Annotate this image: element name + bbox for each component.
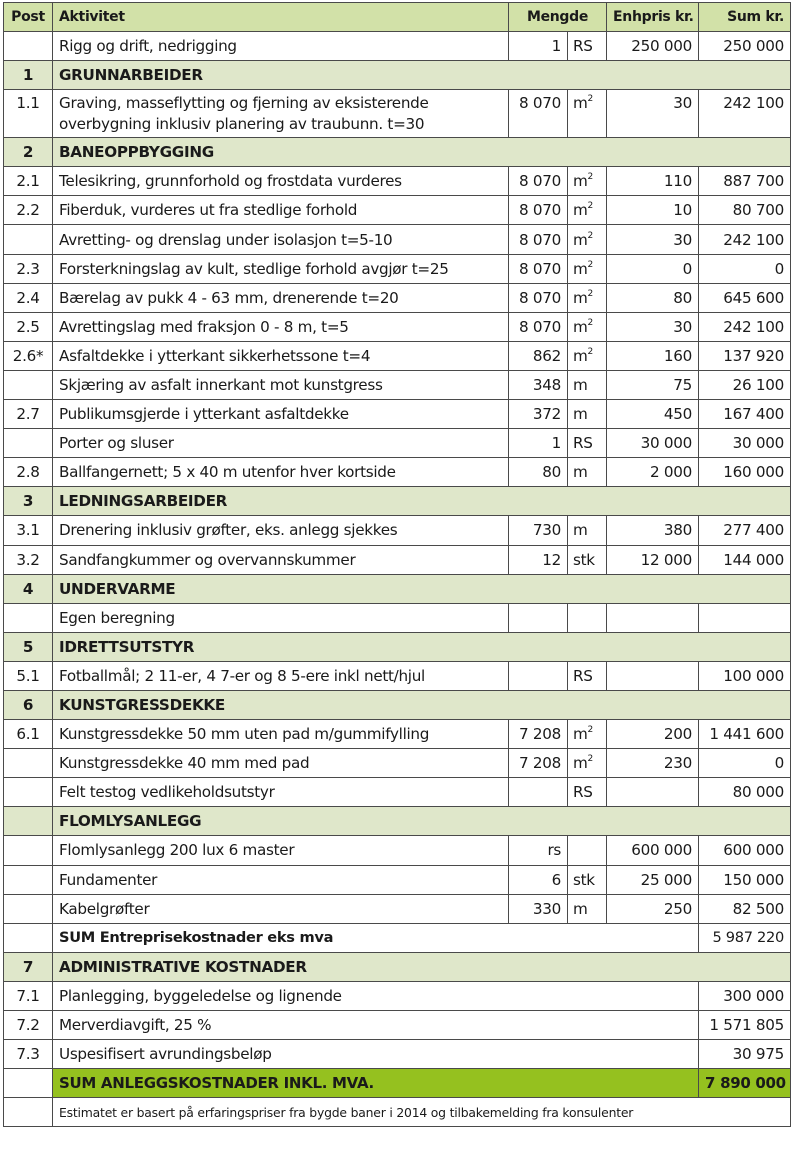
section-row [4,690,791,719]
post-number [4,225,53,254]
post-number [4,778,53,807]
column-header-enhpris: Enhpris kr. [607,3,699,32]
activity-description: Forsterkningslag av kult, stedlige forhold avgjør t=25 [53,254,509,283]
table-row [4,370,791,399]
line-sum: 80 000 [699,778,791,807]
post-number [4,429,53,458]
quantity: 12 [509,545,568,574]
unit-superscript: 2 [587,259,593,270]
activity-description: Sandfangkummer og overvannskummer [53,545,509,574]
table-row [4,167,791,196]
line-sum: 137 920 [699,341,791,370]
unit-price: 30 000 [607,429,699,458]
table-row [4,1011,791,1040]
line-sum: 250 000 [699,32,791,61]
unit-price: 160 [607,341,699,370]
line-sum: 144 000 [699,545,791,574]
unit-price [607,661,699,690]
activity-description: Fotballmål; 2 11-er, 4 7-er og 8 5-ere inkl nett/hjul [53,661,509,690]
line-sum: 600 000 [699,836,791,865]
unit-label: m [573,754,588,773]
grand-total-label: SUM ANLEGGSKOSTNADER INKL. MVA. [53,1069,699,1098]
unit-price [607,778,699,807]
activity-description: Fundamenter [53,865,509,894]
activity-description: Felt testog vedlikeholdsutstyr [53,778,509,807]
section-title: IDRETTSUTSTYR [53,632,791,661]
post-number [4,865,53,894]
activity-description: Asfaltdekke i ytterkant sikkerhetssone t=4 [53,341,509,370]
subtotal-row [4,923,791,952]
unit-superscript: 2 [587,346,593,357]
post-number: 1.1 [4,90,53,138]
quantity: 6 [509,865,568,894]
table-header-row [4,3,791,32]
unit [568,90,607,138]
post-number: 5.1 [4,661,53,690]
activity-description: Avrettingslag med fraksjon 0 - 8 m, t=5 [53,312,509,341]
unit-label: stk [573,550,595,569]
quantity: 8 070 [509,312,568,341]
post-number [4,836,53,865]
post-number: 3 [4,487,53,516]
unit-price: 230 [607,749,699,778]
line-sum: 277 400 [699,516,791,545]
line-sum: 167 400 [699,400,791,429]
table-row [4,516,791,545]
unit-price: 75 [607,370,699,399]
unit-label: m [573,259,588,278]
table-row [4,254,791,283]
unit [568,720,607,749]
line-sum: 887 700 [699,167,791,196]
table-row [4,429,791,458]
post-number: 2.7 [4,400,53,429]
unit-price: 2 000 [607,458,699,487]
unit-price: 10 [607,196,699,225]
footnote-text: Estimatet er basert på erfaringspriser fra bygde baner i 2014 og tilbakemelding fra konsulenter [53,1098,791,1127]
grand-total-value: 7 890 000 [699,1069,791,1098]
table-body [4,32,791,1127]
unit-superscript: 2 [587,172,593,183]
unit [568,516,607,545]
activity-description: Ballfangernett; 5 x 40 m utenfor hver kortside [53,458,509,487]
unit [568,167,607,196]
quantity: rs [509,836,568,865]
unit [568,778,607,807]
activity-description: Bærelag av pukk 4 - 63 mm, drenerende t=20 [53,283,509,312]
unit-label: m [573,375,588,394]
activity-description: Drenering inklusiv grøfter, eks. anlegg sjekkes [53,516,509,545]
unit-label: m [573,172,588,191]
section-title: LEDNINGSARBEIDER [53,487,791,516]
post-number: 7.1 [4,981,53,1010]
subtotal-label: SUM Entreprisekostnader eks mva [53,923,699,952]
unit-superscript: 2 [587,201,593,212]
unit-label: m [573,405,588,424]
section-row [4,952,791,981]
quantity: 7 208 [509,749,568,778]
activity-description: Kabelgrøfter [53,894,509,923]
unit [568,341,607,370]
quantity: 80 [509,458,568,487]
unit [568,894,607,923]
post-number [4,32,53,61]
post-number [4,1069,53,1098]
unit-label: m [573,725,588,744]
unit-label: RS [573,666,593,685]
unit-price: 600 000 [607,836,699,865]
post-number: 2.6* [4,341,53,370]
unit [568,429,607,458]
activity-description: Skjæring av asfalt innerkant mot kunstgress [53,370,509,399]
line-sum: 30 000 [699,429,791,458]
section-title: UNDERVARME [53,574,791,603]
activity-description: Kunstgressdekke 40 mm med pad [53,749,509,778]
line-sum: 0 [699,749,791,778]
unit [568,661,607,690]
table-row [4,283,791,312]
grand-total-row [4,1069,791,1098]
section-title: GRUNNARBEIDER [53,61,791,90]
section-row [4,807,791,836]
post-number [4,1098,53,1127]
activity-description: Fiberduk, vurderes ut fra stedlige forhold [53,196,509,225]
unit-label: m [573,521,588,540]
unit-label: m [573,899,588,918]
activity-description: Rigg og drift, nedrigging [53,32,509,61]
unit [568,196,607,225]
unit-label: RS [573,783,593,802]
unit-price: 80 [607,283,699,312]
line-sum: 82 500 [699,894,791,923]
unit-superscript: 2 [587,288,593,299]
unit [568,32,607,61]
unit [568,312,607,341]
post-number: 7.3 [4,1040,53,1069]
post-number [4,923,53,952]
post-number [4,603,53,632]
unit-superscript: 2 [587,317,593,328]
unit [568,603,607,632]
line-sum: 26 100 [699,370,791,399]
section-row [4,632,791,661]
post-number: 6.1 [4,720,53,749]
activity-description: Egen beregning [53,603,509,632]
table-row [4,400,791,429]
unit-label: m [573,463,588,482]
post-number: 7 [4,952,53,981]
quantity: 1 [509,32,568,61]
activity-description: Porter og sluser [53,429,509,458]
unit [568,458,607,487]
quantity: 8 070 [509,196,568,225]
post-number: 2.4 [4,283,53,312]
post-number: 2.1 [4,167,53,196]
line-sum: 150 000 [699,865,791,894]
line-sum: 30 975 [699,1040,791,1069]
table-row [4,341,791,370]
activity-description: Publikumsgjerde i ytterkant asfaltdekke [53,400,509,429]
post-number: 5 [4,632,53,661]
activity-description: Telesikring, grunnforhold og frostdata vurderes [53,167,509,196]
unit-label: m [573,201,588,220]
post-number: 2.3 [4,254,53,283]
unit-price: 450 [607,400,699,429]
quantity: 730 [509,516,568,545]
unit-price: 0 [607,254,699,283]
activity-description: Uspesifisert avrundingsbeløp [53,1040,699,1069]
post-number: 3.1 [4,516,53,545]
unit [568,225,607,254]
table-row [4,225,791,254]
unit-price: 30 [607,312,699,341]
line-sum: 160 000 [699,458,791,487]
activity-description: Merverdiavgift, 25 % [53,1011,699,1040]
line-sum: 300 000 [699,981,791,1010]
unit [568,865,607,894]
unit-price: 12 000 [607,545,699,574]
post-number: 7.2 [4,1011,53,1040]
table-row [4,196,791,225]
unit-price: 110 [607,167,699,196]
unit [568,254,607,283]
subtotal-value: 5 987 220 [699,923,791,952]
unit-label: m [573,317,588,336]
unit-label: m [573,346,588,365]
unit-price [607,603,699,632]
table-row [4,545,791,574]
line-sum: 1 441 600 [699,720,791,749]
unit [568,836,607,865]
quantity: 8 070 [509,225,568,254]
unit-price: 250 000 [607,32,699,61]
unit-superscript: 2 [587,725,593,736]
section-row [4,487,791,516]
quantity: 7 208 [509,720,568,749]
unit-label: m [573,288,588,307]
section-row [4,61,791,90]
section-title: KUNSTGRESSDEKKE [53,690,791,719]
unit [568,370,607,399]
quantity: 8 070 [509,167,568,196]
unit [568,400,607,429]
table-row [4,894,791,923]
table-row [4,1040,791,1069]
table-row [4,90,791,138]
unit-price: 30 [607,225,699,254]
table-row [4,749,791,778]
section-title: FLOMLYSANLEGG [53,807,791,836]
table-row [4,865,791,894]
unit-label: RS [573,434,593,453]
quantity: 862 [509,341,568,370]
table-row [4,661,791,690]
section-row [4,574,791,603]
post-number: 3.2 [4,545,53,574]
activity-description: Planlegging, byggeledelse og lignende [53,981,699,1010]
section-title: ADMINISTRATIVE KOSTNADER [53,952,791,981]
table-row [4,720,791,749]
section-row [4,138,791,167]
post-number: 1 [4,61,53,90]
unit-label: RS [573,37,593,56]
line-sum: 242 100 [699,90,791,138]
unit-superscript: 2 [587,754,593,765]
post-number: 6 [4,690,53,719]
table-row [4,836,791,865]
post-number: 4 [4,574,53,603]
line-sum: 242 100 [699,312,791,341]
post-number [4,370,53,399]
quantity: 348 [509,370,568,399]
unit-price: 30 [607,90,699,138]
quantity [509,778,568,807]
line-sum: 100 000 [699,661,791,690]
line-sum [699,603,791,632]
cost-estimate-table [3,2,791,1127]
line-sum: 80 700 [699,196,791,225]
activity-description: Flomlysanlegg 200 lux 6 master [53,836,509,865]
quantity: 1 [509,429,568,458]
unit-superscript: 2 [587,230,593,241]
quantity: 8 070 [509,283,568,312]
quantity: 8 070 [509,254,568,283]
line-sum: 1 571 805 [699,1011,791,1040]
quantity: 372 [509,400,568,429]
post-number: 2 [4,138,53,167]
unit-price: 25 000 [607,865,699,894]
table-row [4,603,791,632]
footnote-row [4,1098,791,1127]
table-row [4,32,791,61]
column-header-aktivitet: Aktivitet [53,3,509,32]
unit-price: 250 [607,894,699,923]
post-number [4,894,53,923]
column-header-mengde: Mengde [509,3,607,32]
column-header-post: Post [4,3,53,32]
activity-description: Graving, masseflytting og fjerning av eksisterende overbygning inklusiv planering av traubunn. t=30 [53,90,509,138]
unit-label: stk [573,870,595,889]
post-number: 2.5 [4,312,53,341]
unit-superscript: 2 [587,94,593,105]
table-row [4,778,791,807]
post-number: 2.8 [4,458,53,487]
quantity [509,603,568,632]
line-sum: 0 [699,254,791,283]
section-title: BANEOPPBYGGING [53,138,791,167]
unit [568,545,607,574]
activity-description: Avretting- og drenslag under isolasjon t=5-10 [53,225,509,254]
table-row [4,312,791,341]
table-row [4,981,791,1010]
table-row [4,458,791,487]
line-sum: 645 600 [699,283,791,312]
unit-price: 200 [607,720,699,749]
line-sum: 242 100 [699,225,791,254]
post-number: 2.2 [4,196,53,225]
post-number [4,749,53,778]
quantity: 8 070 [509,90,568,138]
unit [568,283,607,312]
unit [568,749,607,778]
post-number [4,807,53,836]
quantity [509,661,568,690]
unit-label: m [573,230,588,249]
unit-label: m [573,94,588,113]
column-header-sum: Sum kr. [699,3,791,32]
activity-description: Kunstgressdekke 50 mm uten pad m/gummifylling [53,720,509,749]
unit-price: 380 [607,516,699,545]
quantity: 330 [509,894,568,923]
